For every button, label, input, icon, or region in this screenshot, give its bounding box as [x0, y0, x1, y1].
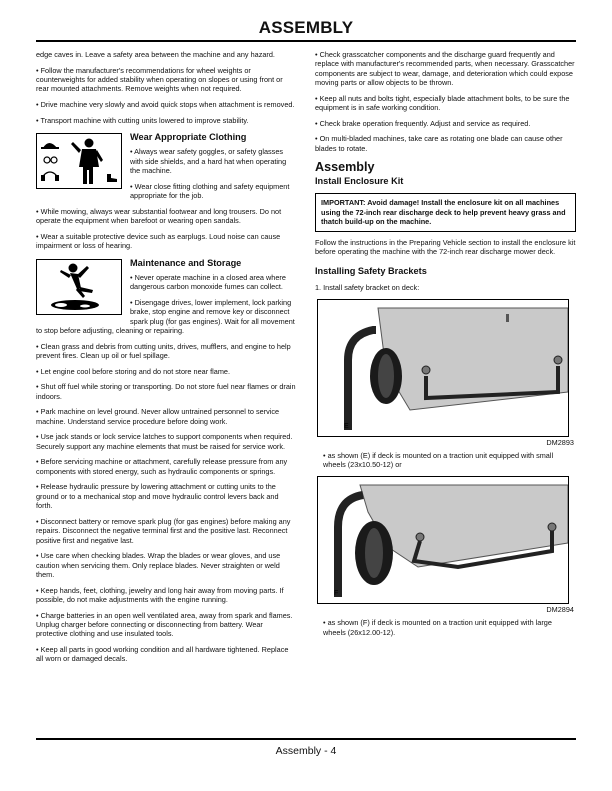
- paragraph: • Disengage drives, lower implement, lock parking brake, stop engine and remove key or disconnect spark plug (for gas engines). Wait for all movement to stop before adjusting, cleaning or repairing.: [36, 298, 295, 336]
- step-text: 1. Install safety bracket on deck:: [315, 283, 420, 293]
- paragraph: • Wear a suitable protective device such as earplugs. Loud noise can cause impairment or loss of hearing.: [36, 231, 281, 251]
- paragraph: edge caves in. Leave a safety area between the machine and any hazard.: [36, 50, 275, 59]
- figure-caption: DM2893: [546, 437, 574, 447]
- paragraph: • Wear close fitting clothing and safety equipment appropriate for the job.: [130, 181, 290, 201]
- header-rule: [36, 40, 576, 42]
- paragraph: Follow the instructions in the Preparing Vehicle section to install the enclosure kit before operating the machine with the 72-inch rear discharge mower deck.: [315, 237, 576, 257]
- left-column: [36, 50, 296, 670]
- paragraph: • Keep all parts in good working condition and all hardware tightened. Replace all worn or damaged decals.: [36, 645, 289, 664]
- paragraph: • Use care when checking blades. Wrap the blades or wear gloves, and use caution when servicing them. Only replace blades. Never straighten or weld them.: [36, 551, 281, 580]
- paragraph: • Park machine on level ground. Never allow untrained personnel to service machine. Understand service procedure before doing work.: [36, 407, 280, 426]
- paragraph: • Check brake operation frequently. Adjust and service as required.: [315, 118, 531, 128]
- paragraph: • Transport machine with cutting units lowered to improve stability.: [36, 115, 249, 125]
- brackets-heading: Installing Safety Brackets: [315, 265, 427, 276]
- clothing-section: [36, 133, 296, 251]
- maintenance-section: [36, 259, 296, 664]
- deck-bracket-small-wheel-illustration: [318, 300, 568, 436]
- figure-callout-label: F: [334, 590, 339, 598]
- figure-dm2894: [317, 476, 569, 604]
- paragraph: • Drive machine very slowly and avoid quick stops when attachment is removed.: [36, 100, 295, 109]
- figure-caption: DM2894: [546, 605, 574, 615]
- paragraph: • Keep hands, feet, clothing, jewelry and long hair away from moving parts. If possible, do not make adjustments with the engine running.: [36, 585, 284, 605]
- paragraph: • as shown (E) if deck is mounted on a traction unit equipped with small wheels (23x10.50-12) or: [323, 451, 554, 470]
- paragraph: • Disconnect battery or remove spark plug (for gas engines) before making any repairs. Disconnect the negative terminal first and the positive last. Reconnect positive first and negative last.: [36, 516, 291, 545]
- assembly-heading: Assembly: [315, 160, 375, 175]
- maintenance-heading: Maintenance and Storage: [130, 257, 242, 268]
- paragraph: • Let engine cool before storing and do not store near flame.: [36, 366, 231, 376]
- page-footer: Assembly - 4: [275, 745, 337, 757]
- paragraph: • Always wear safety goggles, or safety glasses with side shields, and a hard hat when operating the machine.: [130, 147, 287, 176]
- paragraph: • Clean grass and debris from cutting units, drives, mufflers, and engine to help prevent fires. Clean up oil or fuel spillage.: [36, 341, 291, 361]
- slip-hazard-icon: [36, 259, 122, 315]
- clothing-heading: Wear Appropriate Clothing: [130, 132, 247, 142]
- paragraph: • Keep all nuts and bolts tight, especially blade attachment bolts, to be sure the equipment is in safe working condition.: [315, 93, 570, 113]
- paragraph: • Charge batteries in an open well ventilated area, away from spark and flames. Unplug charger before connecting or disconnecting from battery. Wear protective clothing and use insulated tools.: [36, 610, 293, 639]
- figure-dm2893: [317, 299, 569, 437]
- important-notice: IMPORTANT: Avoid damage! Install the enclosure kit on all machines using the 72-inch rear discharge deck to help prevent heavy grass and thatch build-up on the machine.: [315, 193, 576, 232]
- page-header: ASSEMBLY: [258, 18, 354, 37]
- paragraph: • On multi-bladed machines, take care as rotating one blade can cause other blades to rotate.: [315, 134, 563, 153]
- paragraph: • Release hydraulic pressure by lowering attachment or cutting units to the ground or to a mechanical stop and move hydraulic control levers back and forth.: [36, 482, 279, 511]
- paragraph: • Check grasscatcher components and the discharge guard frequently and replace with manufacturer's recommended parts, when necessary. Grasscatcher components are subject to wear, damage, and deterioration which could expose moving parts or allow objects to be thrown.: [315, 50, 575, 88]
- paragraph: • Use jack stands or lock service latches to support components when required. Securely support any machine elements that must be raised for service work.: [36, 432, 293, 451]
- protective-clothing-icon: [36, 133, 122, 189]
- right-column: [315, 50, 576, 643]
- paragraph: • Before servicing machine or attachment, carefully release pressure from any components with stored energy, such as hydraulic components or springs.: [36, 457, 288, 476]
- enclosure-heading: Install Enclosure Kit: [315, 175, 404, 186]
- paragraph: • Never operate machine in a closed area where dangerous carbon monoxide fumes can collect.: [130, 273, 286, 292]
- footer-rule: [36, 738, 576, 740]
- paragraph: • Follow the manufacturer's recommendations for wheel weights or counterweights for added stability when operating on slopes or using front or rear mounted attachments. Remove weights when not required.: [36, 65, 283, 94]
- paragraph: • as shown (F) if deck is mounted on a traction unit equipped with large wheels (26x12.00-12).: [323, 618, 552, 637]
- paragraph: • Shut off fuel while storing or transporting. Do not store fuel near flames or drain indoors.: [36, 382, 296, 401]
- paragraph: • While mowing, always wear substantial footwear and long trousers. Do not operate the equipment when barefoot or wearing open sandals.: [36, 206, 282, 226]
- figure-callout-label: E: [344, 422, 349, 430]
- deck-bracket-large-wheel-illustration: [318, 477, 568, 603]
